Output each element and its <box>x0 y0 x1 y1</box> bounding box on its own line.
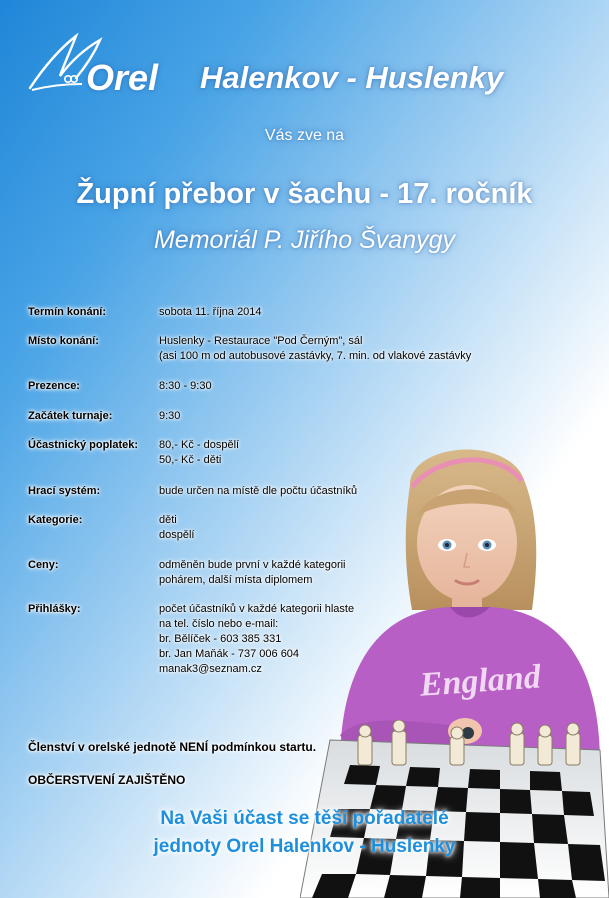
value-venue-line2: (asi 100 m od autobusové zastávky, 7. min. od vlakové zastávky <box>159 350 472 362</box>
value-system: bude určen na místě dle počtu účastníků <box>159 485 358 497</box>
value-venue-line1: Huslenky - Restaurace "Pod Černým", sál <box>159 335 363 347</box>
memorial-subtitle: Memoriál P. Jiřího Švanygy <box>153 226 456 254</box>
value-start: 9:30 <box>159 410 181 422</box>
organization-name: Halenkov - Huslenky <box>200 60 504 95</box>
label-prizes: Ceny: <box>28 559 59 571</box>
label-registration: Prezence: <box>28 380 80 392</box>
value-applications-email: manak3@seznam.cz <box>159 663 262 675</box>
label-system: Hrací systém: <box>28 485 101 497</box>
value-prizes-line2: pohárem, další místa diplomem <box>159 574 313 586</box>
value-date: sobota 11. října 2014 <box>159 306 262 318</box>
label-fee: Účastnický poplatek: <box>28 439 139 451</box>
value-prizes-line1: odměněn bude první v každé kategorii <box>159 559 346 571</box>
label-applications: Přihlášky: <box>28 603 81 615</box>
logo-text: Orel <box>86 57 159 98</box>
event-title: Župní přebor v šachu - 17. ročník <box>76 178 533 210</box>
value-fee-children: 50,- Kč - děti <box>159 454 222 466</box>
svg-text:England: England <box>418 658 542 704</box>
value-registration: 8:30 - 9:30 <box>159 380 212 392</box>
label-venue: Místo konání: <box>28 335 99 347</box>
value-applications-phone2: br. Jan Maňák - 737 006 604 <box>159 648 300 660</box>
closing-line-1: Na Vaši účast se těší pořadatelé <box>160 808 449 829</box>
label-start: Začátek turnaje: <box>28 410 113 422</box>
label-category: Kategorie: <box>28 514 83 526</box>
value-applications-line1: počet účastníků v každé kategorii hlaste <box>159 603 355 615</box>
value-fee-adults: 80,- Kč - dospělí <box>159 439 240 451</box>
value-applications-line2: na tel. číslo nebo e-mail: <box>159 618 279 630</box>
label-date: Termín konání: <box>28 306 107 318</box>
value-category-children: děti <box>159 514 177 526</box>
closing-line-2: jednoty Orel Halenkov - Huslenky <box>153 836 456 857</box>
value-applications-phone1: br. Bělíček - 603 385 331 <box>159 633 282 645</box>
invite-text: Vás zve na <box>264 127 345 144</box>
refreshments-note: OBČERSTVENÍ ZAJIŠTĚNO <box>28 773 186 787</box>
orel-logo <box>24 30 204 106</box>
value-category-adults: dospělí <box>159 529 195 541</box>
membership-note: Členství v orelské jednotě NENÍ podmínkou startu. <box>28 740 317 754</box>
